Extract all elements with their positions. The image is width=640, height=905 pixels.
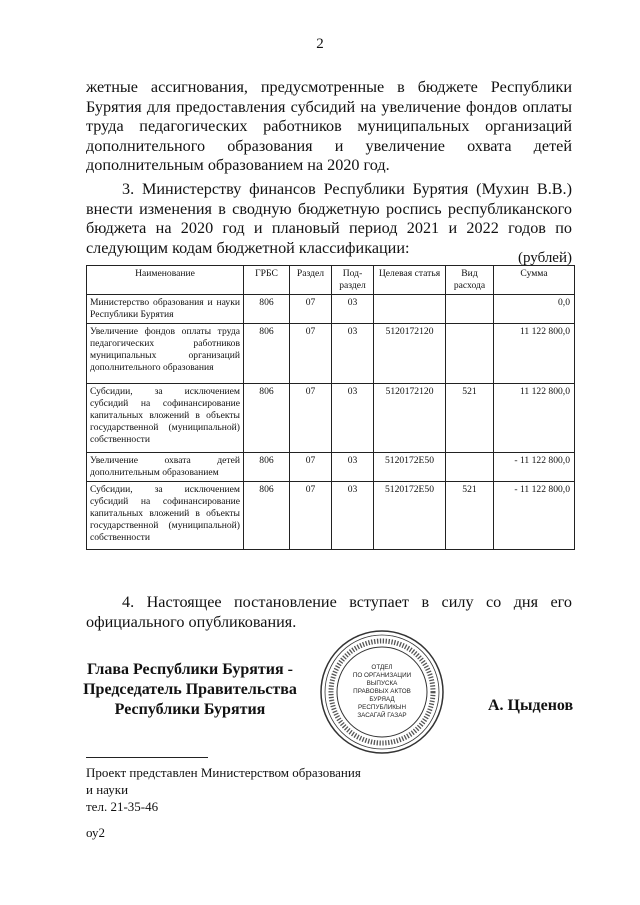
seal-text: ОТДЕЛ: [371, 664, 393, 671]
footer-line: и науки: [86, 782, 129, 797]
cell-amount: - 11 122 800,0: [494, 453, 575, 482]
cell-expense-type: 521: [446, 384, 494, 453]
header-grbs: ГРБС: [244, 266, 290, 295]
cell-amount: - 11 122 800,0: [494, 482, 575, 550]
paragraph-effective-date: 4. Настоящее постановление вступает в силу со дня его официального опубликования.: [86, 593, 572, 631]
table-row: [87, 295, 575, 324]
footer-note: [86, 764, 361, 815]
signatory-title: [80, 660, 300, 720]
page-number: 2: [316, 36, 324, 52]
cell-section: 07: [290, 324, 332, 384]
table-row: [87, 453, 575, 482]
cell-grbs: 806: [244, 324, 290, 384]
cell-subsection: 03: [332, 482, 374, 550]
header-section: Раздел: [290, 266, 332, 295]
signatory-name: А. Цыденов: [488, 697, 574, 714]
seal-text: ПО ОРГАНИЗАЦИИ: [352, 672, 412, 679]
seal-text: ЗАСАГАЙ ГАЗАР: [357, 712, 407, 719]
cell-target-article: [374, 295, 446, 324]
cell-name: Министерство образования и науки Республики Бурятия: [87, 295, 244, 324]
cell-name: Увеличение охвата детей дополнительным образованием: [87, 453, 244, 482]
cell-amount: 11 122 800,0: [494, 324, 575, 384]
cell-target-article: 5120172E50: [374, 453, 446, 482]
cell-name: Субсидии, за исключением субсидий на софинансирование капитальных вложений в объекты государственной (муниципальной) собственности: [87, 384, 244, 453]
paragraph-finance-ministry: 3. Министерству финансов Республики Бурятия (Мухин В.В.) внести изменения в сводную бюджетную роспись республиканского бюджета на 2020 год и плановый период 2021 и 2022 годов по следующим кодам бюджетной классификации:: [86, 180, 572, 257]
cell-subsection: 03: [332, 295, 374, 324]
header-target-article: Целевая статья: [374, 266, 446, 295]
header-name: Наименование: [87, 266, 244, 295]
cell-amount: 11 122 800,0: [494, 384, 575, 453]
cell-amount: 0,0: [494, 295, 575, 324]
cell-grbs: 806: [244, 295, 290, 324]
cell-expense-type: [446, 324, 494, 384]
cell-expense-type: 521: [446, 482, 494, 550]
cell-grbs: 806: [244, 384, 290, 453]
cell-section: 07: [290, 482, 332, 550]
cell-section: 07: [290, 453, 332, 482]
table-row: [87, 482, 575, 550]
cell-subsection: 03: [332, 453, 374, 482]
cell-subsection: 03: [332, 324, 374, 384]
cell-grbs: 806: [244, 453, 290, 482]
cell-target-article: 5120172120: [374, 384, 446, 453]
cell-section: 07: [290, 384, 332, 453]
header-amount: Сумма: [494, 266, 575, 295]
cell-expense-type: [446, 453, 494, 482]
header-subsection: Под-раздел: [332, 266, 374, 295]
header-expense-type: Вид расхода: [446, 266, 494, 295]
unit-label: (рублей): [517, 250, 572, 266]
footer-line: Проект представлен Министерством образования: [86, 765, 361, 780]
cell-name: Увеличение фондов оплаты труда педагогических работников муниципальных организаций дополнительного образования: [87, 324, 244, 384]
document-code: оу2: [86, 825, 106, 840]
cell-subsection: 03: [332, 384, 374, 453]
table-row: [87, 384, 575, 453]
cell-expense-type: [446, 295, 494, 324]
signatory-title-line: Республики Бурятия: [114, 701, 266, 718]
seal-text: ВЫПУСКА: [366, 680, 398, 687]
table-header-row: [87, 266, 575, 295]
table-row: [87, 324, 575, 384]
paragraph-budget-allocations: жетные ассигнования, предусмотренные в бюджете Республики Бурятия для предоставления субсидий на увеличение фондов оплаты труда педагогических работников муниципальных организаций дополнительного образования и увеличение охвата детей дополнительным образованием на 2020 год.: [86, 78, 572, 175]
signatory-title-line: Глава Республики Бурятия -: [87, 661, 293, 678]
seal-text: БУРЯАД: [369, 696, 395, 703]
seal-text: РЕСПУБЛИКЫН: [357, 704, 407, 711]
footer-line: тел. 21-35-46: [86, 799, 159, 814]
cell-target-article: 5120172E50: [374, 482, 446, 550]
cell-grbs: 806: [244, 482, 290, 550]
cell-target-article: 5120172120: [374, 324, 446, 384]
seal-text: ПРАВОВЫХ АКТОВ: [353, 688, 411, 695]
cell-name: Субсидии, за исключением субсидий на софинансирование капитальных вложений в объекты государственной (муниципальной) собственности: [87, 482, 244, 550]
signatory-title-line: Председатель Правительства: [83, 681, 297, 698]
official-seal-stamp: [318, 628, 446, 756]
budget-classification-table: [86, 265, 575, 550]
footer-divider: [86, 757, 208, 758]
cell-section: 07: [290, 295, 332, 324]
